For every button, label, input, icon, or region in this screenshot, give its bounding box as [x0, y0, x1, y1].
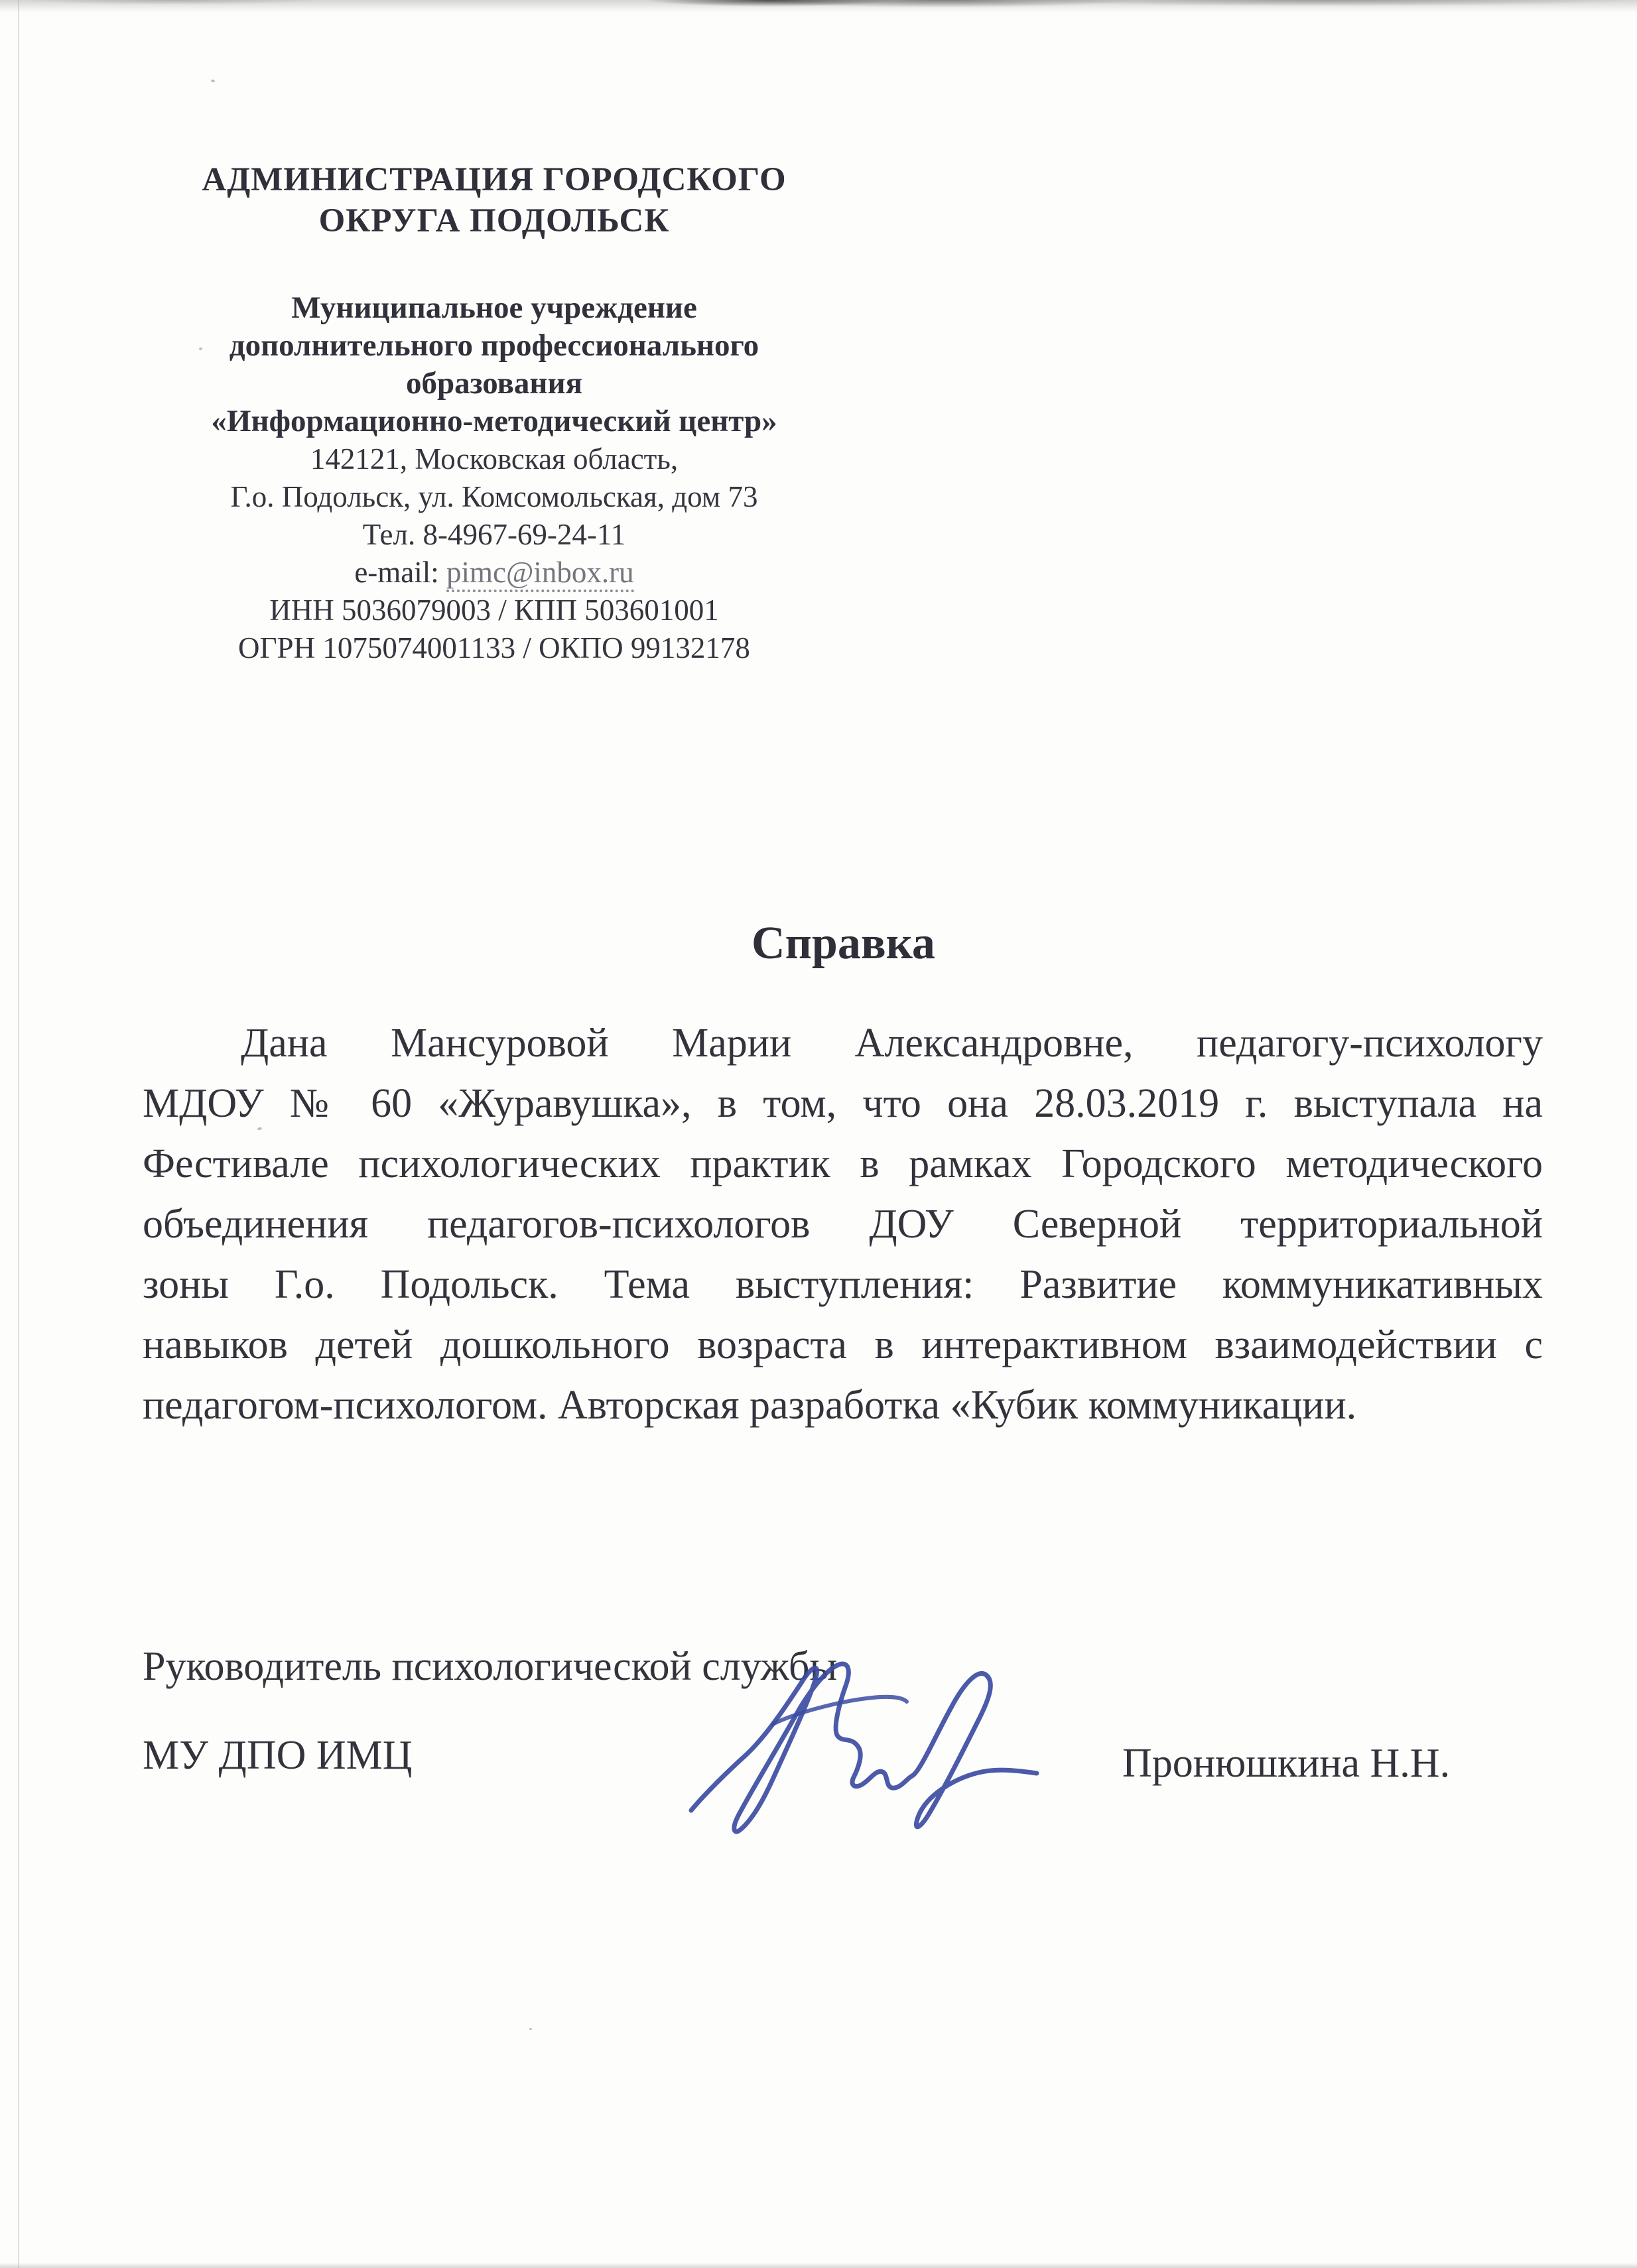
organization-name-line: Муниципальное учреждение: [291, 290, 697, 325]
organization-name-line: дополнительного профессионального: [229, 328, 759, 363]
body-line: Фестивале психологических практик в рамках Городского методического: [143, 1141, 1543, 1186]
scan-edge-artifact-bottom: [0, 2263, 1637, 2268]
ogrn-okpo-line: ОГРН 1075074001133 / ОКПО 99132178: [238, 631, 750, 664]
inn-kpp-line: ИНН 5036079003 / КПП 503601001: [269, 594, 719, 627]
body-line: зоны Г.о. Подольск. Тема выступления: Развитие коммуникативных: [143, 1262, 1543, 1307]
signer-position-line1: Руководитель психологической службы: [143, 1644, 838, 1689]
organization-block: [166, 289, 822, 667]
signer-name: Пронюшкина Н.Н.: [1122, 1741, 1451, 1786]
administration-name-line1: АДМИНИСТРАЦИЯ ГОРОДСКОГО: [202, 161, 787, 198]
signer-position-line2: МУ ДПО ИМЦ: [143, 1733, 413, 1778]
body-line: педагогом-психологом. Авторская разработка «Кубик коммуникации.: [143, 1383, 1357, 1428]
letterhead: [166, 159, 822, 667]
phone-line: Тел. 8-4967-69-24-11: [362, 518, 626, 551]
body-line: МДОУ № 60 «Журавушка», в том, что она 28.03.2019 г. выступала на: [143, 1081, 1543, 1126]
body-line: навыков детей дошкольного возраста в интерактивном взаимодействии с: [143, 1322, 1543, 1367]
organization-name-line: образования: [405, 366, 583, 401]
postal-address-line2: Г.о. Подольск, ул. Комсомольская, дом 73: [230, 480, 758, 513]
signature-stroke-main: [691, 1664, 1037, 1832]
body-paragraph: [143, 1013, 1543, 1436]
scan-speck: [210, 79, 215, 83]
postal-address-line1: 142121, Московская область,: [310, 442, 679, 475]
document-title: Справка: [752, 918, 935, 969]
organization-name-line: «Информационно-методический центр»: [211, 404, 777, 438]
email-label: e-mail:: [354, 556, 447, 589]
scan-edge-artifact-top: [0, 0, 1637, 20]
email-line: [166, 554, 822, 592]
administration-name-line2: ОКРУГА ПОДОЛЬСК: [318, 202, 670, 239]
scan-speck: [529, 2028, 532, 2030]
handwritten-signature-ink: [673, 1637, 1045, 1849]
body-line: объединения педагогов-психологов ДОУ Северной территориальной: [143, 1202, 1543, 1247]
email-address: pimc@inbox.ru: [446, 556, 634, 592]
scan-edge-artifact-left: [18, 0, 19, 2268]
body-line: Дана Мансуровой Марии Александровне, педагогу-психологу: [241, 1021, 1543, 1066]
